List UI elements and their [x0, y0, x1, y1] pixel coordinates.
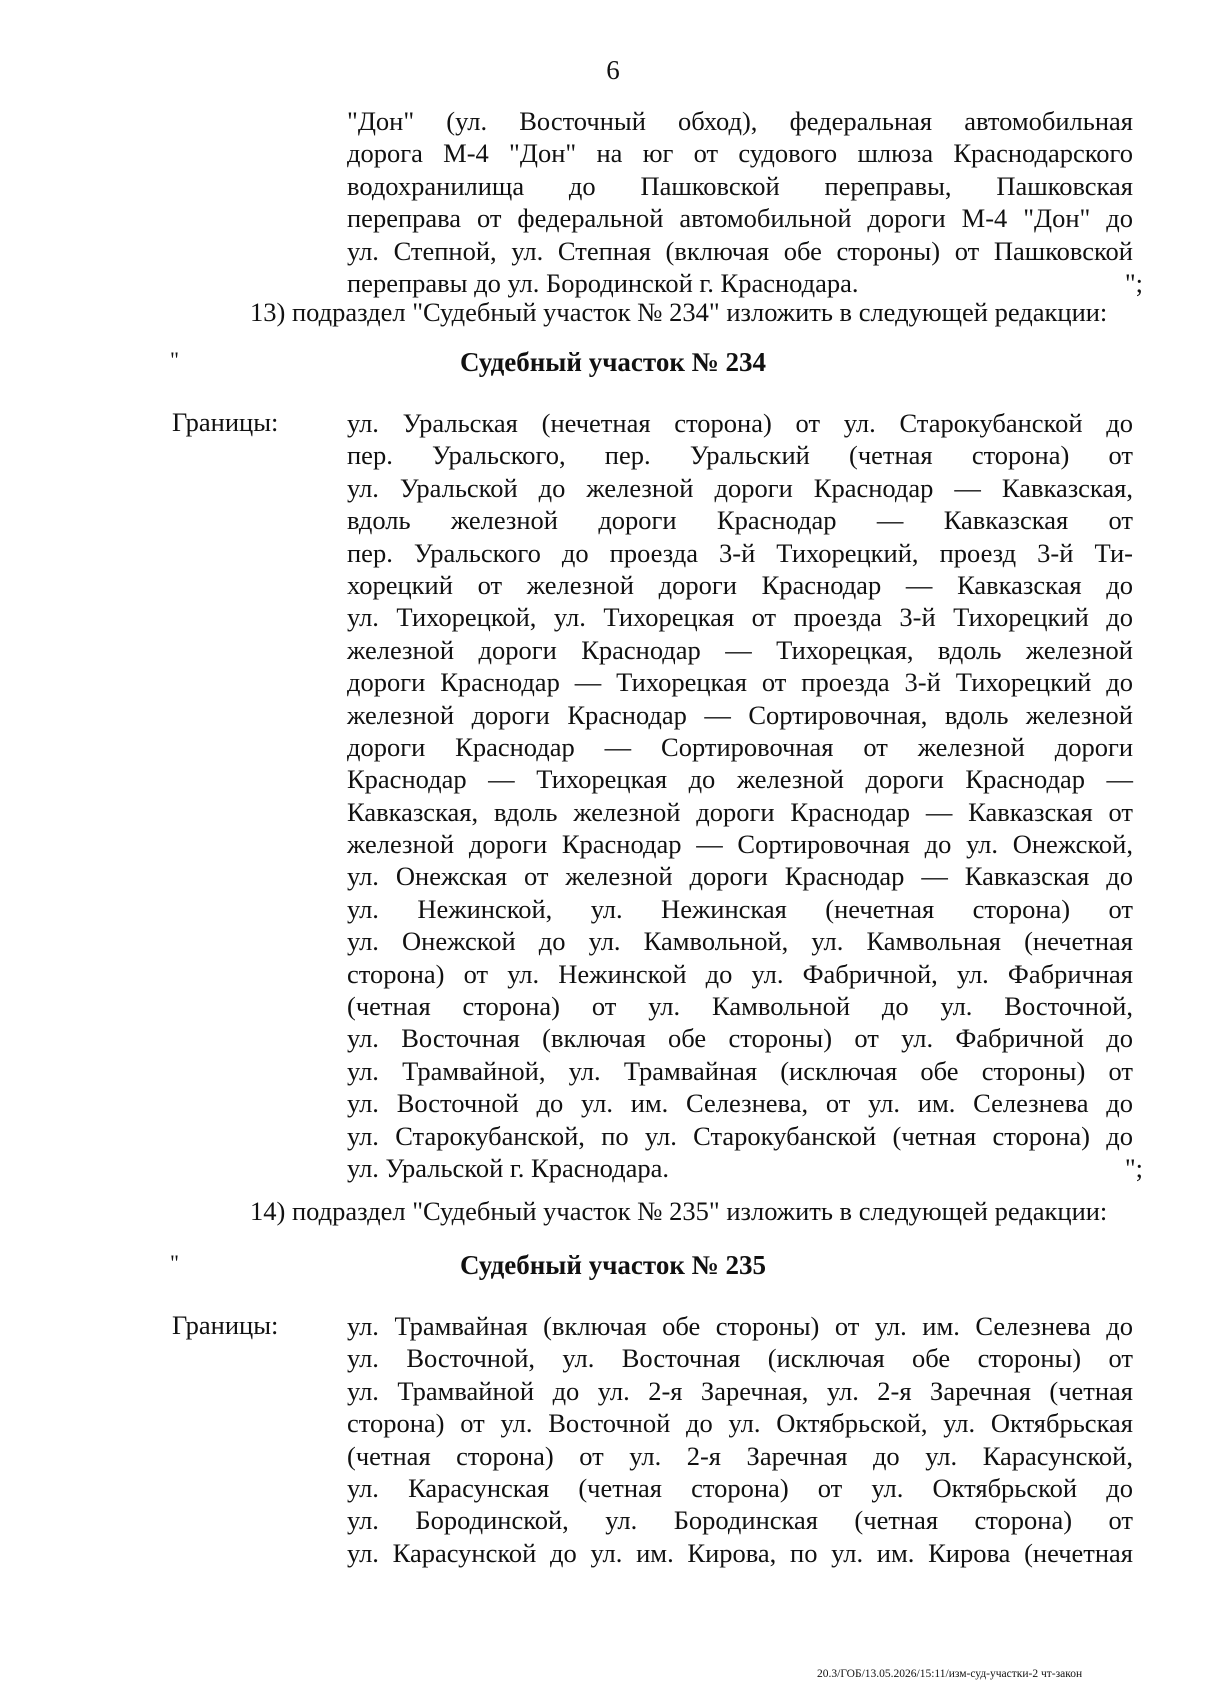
page-number: 6 — [606, 55, 620, 85]
boundary-line: (четная сторона) от ул. 2-я Заречная до ул. Карасунской, — [347, 1440, 1133, 1471]
instruction-13: 13) подраздел "Судебный участок № 234" изложить в следующей редакции: — [250, 297, 1108, 327]
intro-line: "Дон" (ул. Восточный обход), федеральная автомобильная — [347, 106, 1133, 136]
boundary-line: Кавказская, вдоль железной дороги Краснодар — Кавказская от — [347, 796, 1133, 827]
boundary-line: железной дороги Краснодар — Сортировочная, вдоль железной — [347, 699, 1133, 730]
boundaries-text-234 — [347, 407, 1143, 1184]
boundary-line: сторона) от ул. Нежинской до ул. Фабричной, ул. Фабричная — [347, 958, 1133, 989]
section-heading-235: Судебный участок № 235 — [459, 1250, 767, 1280]
boundary-line: ул. Трамвайная (включая обе стороны) от ул. им. Селезнева до — [347, 1311, 1133, 1341]
opening-quote: " — [170, 1250, 179, 1275]
boundaries-text-235 — [347, 1310, 1133, 1569]
boundary-line: хорецкий от железной дороги Краснодар — Кавказская до — [347, 569, 1133, 600]
section-heading-234: Судебный участок № 234 — [459, 347, 767, 377]
intro-line: переправа от федеральной автомобильной дороги М-4 "Дон" до — [347, 203, 1133, 234]
boundary-line: ул. Бородинской, ул. Бородинская (четная сторона) от — [347, 1505, 1133, 1536]
boundary-line-last — [347, 1152, 1143, 1184]
boundaries-label-234: Границы: — [172, 407, 279, 437]
boundary-line: Краснодар — Тихорецкая до железной дороги Краснодар — — [347, 764, 1133, 795]
boundary-line: дороги Краснодар — Тихорецкая от проезда 3-й Тихорецкий до — [347, 667, 1133, 698]
intro-line: водохранилища до Пашковской переправы, Пашковская — [347, 170, 1133, 201]
intro-line-text: переправы до ул. Бородинской г. Краснодара. — [347, 267, 859, 298]
boundary-line: ул. Уральской до железной дороги Краснодар — Кавказская, — [347, 472, 1133, 503]
boundary-line: ул. Карасунская (четная сторона) от ул. Октябрьской до — [347, 1472, 1133, 1503]
boundary-line: дороги Краснодар — Сортировочная от железной дороги — [347, 731, 1133, 762]
boundary-line: ул. Онежской до ул. Камвольной, ул. Камвольная (нечетная — [347, 926, 1133, 957]
closing-quote: "; — [1124, 267, 1143, 298]
boundary-line: ул. Восточная (включая обе стороны) от ул. Фабричной до — [347, 1023, 1133, 1054]
boundary-line: ул. Трамвайной, ул. Трамвайная (исключая обе стороны) от — [347, 1055, 1133, 1086]
boundary-line: ул. Трамвайной до ул. 2-я Заречная, ул. 2-я Заречная (четная — [347, 1375, 1133, 1406]
boundary-line: вдоль железной дороги Краснодар — Кавказская от — [347, 505, 1133, 536]
boundary-line: ул. Онежская от железной дороги Краснодар — Кавказская до — [347, 861, 1133, 892]
boundary-line: пер. Уральского, пер. Уральский (четная сторона) от — [347, 440, 1133, 471]
intro-line: дорога М-4 "Дон" на юг от судового шлюза Краснодарского — [347, 138, 1133, 169]
boundary-line: пер. Уральского до проезда 3-й Тихорецкий, проезд 3-й Ти- — [347, 537, 1133, 568]
boundary-line: ул. Восточной до ул. им. Селезнева, от ул. им. Селезнева до — [347, 1088, 1133, 1119]
boundary-line-text: ул. Уральской г. Краснодара. — [347, 1152, 670, 1183]
boundaries-label-235: Границы: — [172, 1310, 279, 1340]
intro-line-last — [347, 267, 1143, 299]
boundary-line: ул. Восточной, ул. Восточная (исключая обе стороны) от — [347, 1343, 1133, 1374]
document-footer: 20.3/ГОБ/13.05.2026/15:11/изм-суд-участки-2 чт-закон — [817, 1668, 1083, 1680]
boundary-line: ул. Уральская (нечетная сторона) от ул. Старокубанской до — [347, 408, 1133, 438]
boundary-line: ул. Нежинской, ул. Нежинская (нечетная сторона) от — [347, 893, 1133, 924]
intro-line: ул. Степной, ул. Степная (включая обе стороны) от Пашковской — [347, 235, 1133, 266]
instruction-14: 14) подраздел "Судебный участок № 235" изложить в следующей редакции: — [250, 1196, 1108, 1226]
closing-quote: "; — [1124, 1152, 1143, 1183]
boundary-line: ул. Карасунской до ул. им. Кирова, по ул. им. Кирова (нечетная — [347, 1537, 1133, 1568]
intro-paragraph — [347, 105, 1143, 299]
boundary-line: (четная сторона) от ул. Камвольной до ул. Восточной, — [347, 991, 1133, 1022]
boundary-line: железной дороги Краснодар — Тихорецкая, вдоль железной — [347, 634, 1133, 665]
boundary-line: ул. Старокубанской, по ул. Старокубанской (четная сторона) до — [347, 1120, 1133, 1151]
boundary-line: ул. Тихорецкой, ул. Тихорецкая от проезда 3-й Тихорецкий до — [347, 602, 1133, 633]
opening-quote: " — [170, 347, 179, 372]
boundary-line: сторона) от ул. Восточной до ул. Октябрьской, ул. Октябрьская — [347, 1408, 1133, 1439]
boundary-line: железной дороги Краснодар — Сортировочная до ул. Онежской, — [347, 829, 1133, 860]
